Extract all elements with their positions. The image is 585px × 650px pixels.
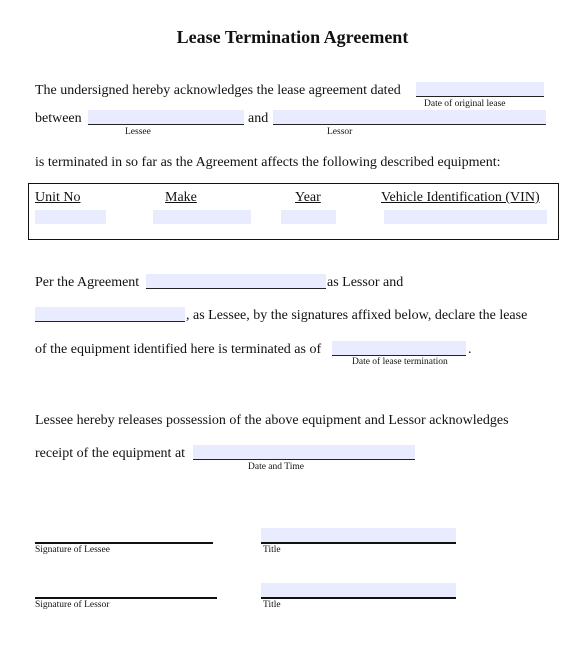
lessee-label: Lessee: [125, 127, 151, 137]
vin-header: Vehicle Identification (VIN): [381, 190, 540, 205]
original-lease-date-label: Date of original lease: [424, 99, 506, 109]
period-text: .: [468, 342, 472, 357]
termination-date-field[interactable]: [332, 341, 466, 356]
unit-no-header: Unit No: [35, 190, 81, 205]
year-field[interactable]: [281, 210, 336, 224]
agreement-lessor-field[interactable]: [146, 274, 326, 289]
agreement-lessee-field[interactable]: [35, 307, 185, 322]
as-lessor-text: as Lessor and: [327, 275, 404, 290]
between-text: between: [35, 111, 82, 126]
receipt-datetime-field[interactable]: [193, 445, 415, 460]
year-header: Year: [295, 190, 321, 205]
make-header: Make: [165, 190, 197, 205]
lessor-signature-label: Signature of Lessor: [35, 600, 110, 610]
lessor-name-field[interactable]: [273, 110, 546, 125]
lessee-title-field[interactable]: [261, 528, 456, 544]
lessor-signature-line[interactable]: [35, 597, 217, 599]
vin-field[interactable]: [384, 210, 547, 224]
releases-possession-text: Lessee hereby releases possession of the above equipment and Lessor acknowledges: [35, 413, 509, 428]
unit-no-field[interactable]: [35, 210, 106, 224]
and-text: and: [248, 111, 269, 126]
lessee-name-field[interactable]: [88, 110, 244, 125]
lessor-label: Lessor: [327, 127, 353, 137]
make-field[interactable]: [153, 210, 251, 224]
terminated-text: is terminated in so far as the Agreement affects the following described equipment:: [35, 155, 501, 170]
equipment-terminated-text: of the equipment identified here is terminated as of: [35, 342, 322, 357]
receipt-text: receipt of the equipment at: [35, 446, 186, 461]
original-lease-date-field[interactable]: [416, 82, 544, 97]
lessee-title-label: Title: [263, 545, 281, 555]
lessor-title-label: Title: [263, 600, 281, 610]
lessor-title-field[interactable]: [261, 583, 456, 599]
as-lessee-text: , as Lessee, by the signatures affixed below, declare the lease: [186, 308, 528, 323]
datetime-label: Date and Time: [248, 462, 304, 472]
document-title: Lease Termination Agreement: [176, 27, 409, 47]
per-agreement-text: Per the Agreement: [35, 275, 140, 290]
lessee-signature-line[interactable]: [35, 542, 213, 544]
termination-date-label: Date of lease termination: [352, 357, 448, 367]
acknowledge-text: The undersigned hereby acknowledges the lease agreement dated: [35, 83, 401, 98]
lessee-signature-label: Signature of Lessee: [35, 545, 110, 555]
